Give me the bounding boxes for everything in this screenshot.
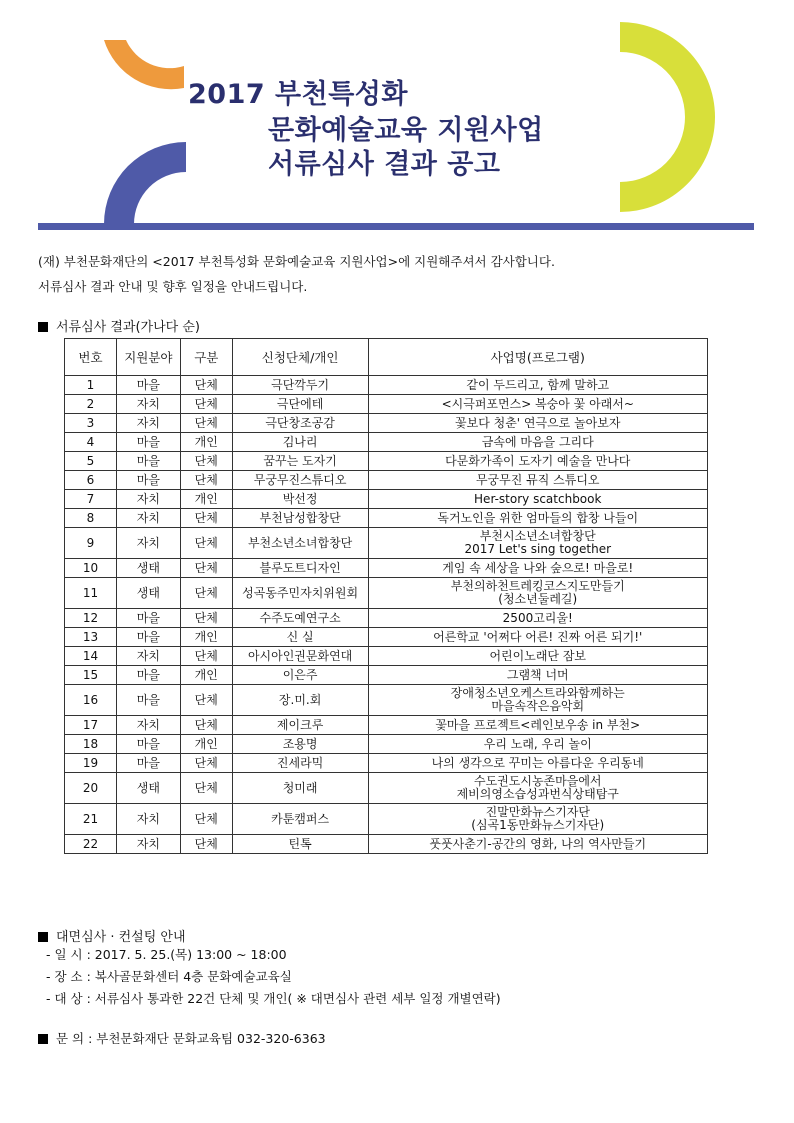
orange-arc-decoration xyxy=(104,40,184,89)
cell-field: 생태 xyxy=(116,559,180,578)
cell-type: 단체 xyxy=(180,376,232,395)
cell-field: 자치 xyxy=(116,490,180,509)
cell-type: 개인 xyxy=(180,666,232,685)
cell-program-line-1: 꽃마을 프로젝트<레인보우송 in 부천> xyxy=(435,717,641,732)
cell-no: 7 xyxy=(65,490,117,509)
cell-applicant: 진세라믹 xyxy=(232,754,368,773)
cell-program-line-1: 장애청소년오케스트라와함께하는 xyxy=(450,686,625,700)
cell-program xyxy=(368,395,708,414)
cell-program-line-1: 게임 속 세상을 나와 숲으로! 마을로! xyxy=(442,560,634,575)
cell-field: 자치 xyxy=(116,804,180,835)
col-header-type: 구분 xyxy=(180,339,232,376)
cell-field: 마을 xyxy=(116,471,180,490)
cell-field: 마을 xyxy=(116,685,180,716)
cell-field: 마을 xyxy=(116,628,180,647)
cell-program-line-1: Her-story scatchbook xyxy=(474,491,602,506)
cell-program-line-1: 다문화가족이 도자기 예술을 만나다 xyxy=(445,453,631,468)
cell-applicant: 아시아인권문화연대 xyxy=(232,647,368,666)
table-row xyxy=(65,835,708,854)
table-row xyxy=(65,509,708,528)
intro-line-2: 서류심사 결과 안내 및 향후 일정을 안내드립니다. xyxy=(38,279,308,294)
cell-program-line-1: <시극퍼포먼스> 복숭아 꽃 아래서~ xyxy=(441,396,634,411)
cell-program-line-2: (청소년둘레길) xyxy=(498,592,578,606)
cell-type: 단체 xyxy=(180,452,232,471)
results-table xyxy=(64,338,708,854)
cell-program-line-2: (심곡1동만화뉴스기자단) xyxy=(471,818,605,832)
cell-type: 개인 xyxy=(180,433,232,452)
cell-no: 13 xyxy=(65,628,117,647)
cell-no: 2 xyxy=(65,395,117,414)
cell-program xyxy=(368,471,708,490)
cell-program xyxy=(368,716,708,735)
table-row xyxy=(65,528,708,559)
square-bullet-icon xyxy=(38,932,48,942)
cell-type: 단체 xyxy=(180,835,232,854)
yellow-arc-decoration xyxy=(620,22,715,212)
cell-no: 12 xyxy=(65,609,117,628)
table-row xyxy=(65,452,708,471)
cell-type: 단체 xyxy=(180,716,232,735)
results-heading-label: 서류심사 결과(가나다 순) xyxy=(56,320,200,335)
col-header-field: 지원분야 xyxy=(116,339,180,376)
cell-field: 마을 xyxy=(116,452,180,471)
cell-program-line-2: 마을속작은음악회 xyxy=(491,699,585,713)
cell-program xyxy=(368,666,708,685)
cell-no: 4 xyxy=(65,433,117,452)
cell-program-line-1: 어린이노래단 잠보 xyxy=(489,648,587,663)
cell-no: 18 xyxy=(65,735,117,754)
cell-program-line-1: 나의 생각으로 꾸미는 아름다운 우리동네 xyxy=(431,755,644,770)
table-row xyxy=(65,754,708,773)
table-row xyxy=(65,773,708,804)
cell-field: 마을 xyxy=(116,666,180,685)
cell-field: 생태 xyxy=(116,773,180,804)
cell-applicant: 부천소년소녀합창단 xyxy=(232,528,368,559)
cell-type: 단체 xyxy=(180,528,232,559)
cell-field: 자치 xyxy=(116,716,180,735)
cell-type: 단체 xyxy=(180,471,232,490)
cell-program-line-1: 같이 두드리고, 함께 말하고 xyxy=(466,377,610,392)
cell-program xyxy=(368,685,708,716)
cell-no: 20 xyxy=(65,773,117,804)
table-row xyxy=(65,490,708,509)
cell-program xyxy=(368,754,708,773)
table-row xyxy=(65,578,708,609)
cell-no: 17 xyxy=(65,716,117,735)
cell-applicant: 극단에테 xyxy=(232,395,368,414)
cell-program-line-1: 꽃보다 청춘' 연극으로 놀아보자 xyxy=(455,415,621,430)
cell-applicant: 극단깍두기 xyxy=(232,376,368,395)
square-bullet-icon xyxy=(38,1034,48,1044)
cell-applicant: 제이크루 xyxy=(232,716,368,735)
cell-applicant: 카툰캠퍼스 xyxy=(232,804,368,835)
cell-program-line-1: 부천의하천트레킹코스지도만들기 xyxy=(450,579,625,593)
cell-no: 5 xyxy=(65,452,117,471)
table-row xyxy=(65,685,708,716)
cell-field: 마을 xyxy=(116,735,180,754)
cell-program xyxy=(368,804,708,835)
cell-type: 단체 xyxy=(180,647,232,666)
cell-type: 단체 xyxy=(180,509,232,528)
cell-no: 11 xyxy=(65,578,117,609)
col-header-program: 사업명(프로그램) xyxy=(368,339,708,376)
cell-field: 마을 xyxy=(116,376,180,395)
cell-program-line-1: 2500고리울! xyxy=(502,610,573,625)
cell-applicant: 극단창조공감 xyxy=(232,414,368,433)
table-row xyxy=(65,609,708,628)
cell-program xyxy=(368,452,708,471)
interview-place: - 장 소 : 복사골문화센터 4층 문화예술교육실 xyxy=(46,969,292,984)
cell-program xyxy=(368,609,708,628)
cell-type: 단체 xyxy=(180,609,232,628)
title-line-2: 문화예술교육 지원사업 xyxy=(268,115,544,146)
cell-program xyxy=(368,376,708,395)
cell-program xyxy=(368,559,708,578)
cell-type: 단체 xyxy=(180,578,232,609)
interview-date: - 일 시 : 2017. 5. 25.(목) 13:00 ~ 18:00 xyxy=(46,947,287,962)
title-line-1: 2017 부천특성화 xyxy=(188,79,408,110)
title-line-3: 서류심사 결과 공고 xyxy=(268,149,501,180)
cell-program-line-1: 진말만화뉴스기자단 xyxy=(485,805,590,819)
cell-applicant: 이은주 xyxy=(232,666,368,685)
cell-applicant: 청미래 xyxy=(232,773,368,804)
cell-field: 자치 xyxy=(116,395,180,414)
cell-type: 단체 xyxy=(180,395,232,414)
table-row xyxy=(65,395,708,414)
table-row xyxy=(65,666,708,685)
table-row xyxy=(65,433,708,452)
table-row xyxy=(65,735,708,754)
interview-heading-label: 대면심사 · 컨설팅 안내 xyxy=(56,930,186,945)
results-heading xyxy=(38,316,200,335)
cell-applicant: 무궁무진스튜디오 xyxy=(232,471,368,490)
cell-no: 21 xyxy=(65,804,117,835)
cell-program-line-2: 2017 Let's sing together xyxy=(464,542,612,556)
table-row xyxy=(65,628,708,647)
cell-program-line-1: 우리 노래, 우리 놀이 xyxy=(483,736,592,751)
cell-program xyxy=(368,414,708,433)
cell-no: 16 xyxy=(65,685,117,716)
contact-line xyxy=(38,1029,326,1047)
cell-field: 마을 xyxy=(116,754,180,773)
cell-type: 개인 xyxy=(180,735,232,754)
cell-field: 마을 xyxy=(116,609,180,628)
cell-field: 자치 xyxy=(116,835,180,854)
cell-program xyxy=(368,490,708,509)
intro-line-1: (재) 부천문화재단의 <2017 부천특성화 문화예술교육 지원사업>에 지원해주셔서 감사합니다. xyxy=(38,254,555,269)
cell-no: 8 xyxy=(65,509,117,528)
cell-type: 개인 xyxy=(180,490,232,509)
cell-no: 10 xyxy=(65,559,117,578)
col-header-no: 번호 xyxy=(65,339,117,376)
interview-heading xyxy=(38,926,186,945)
results-table-body xyxy=(65,376,708,854)
cell-type: 단체 xyxy=(180,685,232,716)
cell-field: 자치 xyxy=(116,509,180,528)
cell-program xyxy=(368,433,708,452)
cell-applicant: 성곡동주민자치위원회 xyxy=(232,578,368,609)
cell-field: 생태 xyxy=(116,578,180,609)
col-header-applicant: 신청단체/개인 xyxy=(232,339,368,376)
cell-program xyxy=(368,835,708,854)
cell-program-line-1: 부천시소년소녀합창단 xyxy=(479,529,596,543)
cell-applicant: 장.미.회 xyxy=(232,685,368,716)
cell-applicant: 박선정 xyxy=(232,490,368,509)
cell-program xyxy=(368,647,708,666)
interview-details xyxy=(38,944,501,1010)
cell-applicant: 틴톡 xyxy=(232,835,368,854)
cell-program xyxy=(368,528,708,559)
contact-text: 문 의 : 부천문화재단 문화교육팀 032-320-6363 xyxy=(56,1031,326,1046)
cell-program-line-1: 금속에 마음을 그리다 xyxy=(481,434,594,449)
table-row xyxy=(65,414,708,433)
table-row xyxy=(65,376,708,395)
cell-field: 마을 xyxy=(116,433,180,452)
header-divider xyxy=(38,223,754,230)
cell-type: 단체 xyxy=(180,773,232,804)
cell-program xyxy=(368,773,708,804)
cell-type: 단체 xyxy=(180,414,232,433)
cell-type: 단체 xyxy=(180,804,232,835)
cell-no: 6 xyxy=(65,471,117,490)
cell-program xyxy=(368,735,708,754)
cell-no: 1 xyxy=(65,376,117,395)
cell-no: 19 xyxy=(65,754,117,773)
cell-program-line-1: 어른학교 '어쩌다 어른! 진짜 어른 되기!' xyxy=(433,629,643,644)
cell-program-line-1: 무궁무진 뮤직 스튜디오 xyxy=(475,472,600,487)
cell-program-line-1: 독거노인을 위한 엄마들의 합창 나들이 xyxy=(437,510,639,525)
cell-program xyxy=(368,628,708,647)
cell-type: 개인 xyxy=(180,628,232,647)
cell-no: 22 xyxy=(65,835,117,854)
interview-target: - 대 상 : 서류심사 통과한 22건 단체 및 개인( ※ 대면심사 관련 세부 일정 개별연락) xyxy=(46,991,501,1006)
cell-no: 15 xyxy=(65,666,117,685)
cell-field: 자치 xyxy=(116,528,180,559)
cell-program xyxy=(368,578,708,609)
cell-applicant: 조용명 xyxy=(232,735,368,754)
cell-program-line-2: 제비의영소습성과번식상태탐구 xyxy=(456,787,619,801)
cell-applicant: 블루도트디자인 xyxy=(232,559,368,578)
cell-applicant: 수주도예연구소 xyxy=(232,609,368,628)
table-row xyxy=(65,559,708,578)
navy-arc-decoration xyxy=(104,142,186,224)
cell-program-line-1: 풋풋사춘기-공간의 영화, 나의 역사만들기 xyxy=(429,836,647,851)
table-row xyxy=(65,804,708,835)
cell-field: 자치 xyxy=(116,647,180,666)
table-row xyxy=(65,471,708,490)
cell-applicant: 부천남성합창단 xyxy=(232,509,368,528)
cell-program-line-1: 수도권도시농존마을에서 xyxy=(473,774,602,788)
table-row xyxy=(65,716,708,735)
table-row xyxy=(65,647,708,666)
cell-applicant: 김나리 xyxy=(232,433,368,452)
table-header-row xyxy=(65,339,708,376)
cell-applicant: 신 실 xyxy=(232,628,368,647)
cell-type: 단체 xyxy=(180,754,232,773)
cell-type: 단체 xyxy=(180,559,232,578)
intro-text xyxy=(38,249,555,299)
cell-applicant: 꿈꾸는 도자기 xyxy=(232,452,368,471)
cell-no: 14 xyxy=(65,647,117,666)
cell-field: 자치 xyxy=(116,414,180,433)
cell-program xyxy=(368,509,708,528)
cell-program-line-1: 그램책 너머 xyxy=(506,667,569,682)
cell-no: 3 xyxy=(65,414,117,433)
cell-no: 9 xyxy=(65,528,117,559)
square-bullet-icon xyxy=(38,322,48,332)
